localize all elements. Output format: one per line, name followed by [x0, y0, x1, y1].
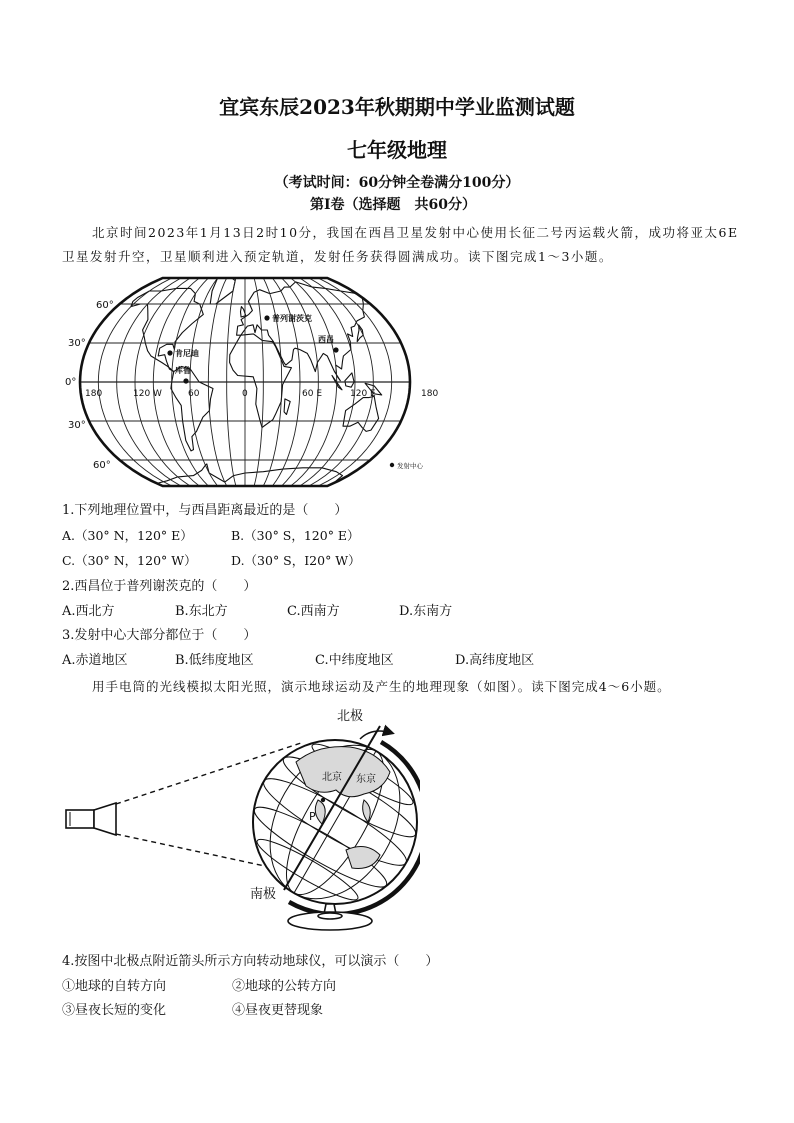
question-2-stem: 2.西昌位于普列谢茨克的（ ） [62, 579, 257, 594]
globe-label-tokyo: 东京 [356, 774, 376, 785]
site-label-plesetsk: 普列谢茨克 [272, 314, 312, 323]
question-4-stem: 4.按图中北极点附近箭头所示方向转动地球仪，可以演示（ ） [62, 954, 439, 969]
site-label-kourou: 库鲁 [175, 366, 191, 375]
lat-label-30n: 30° [68, 338, 86, 349]
question-4-option-2: ②地球的公转方向 [232, 979, 337, 994]
globe-label-p: P [309, 810, 316, 823]
question-1-option-b: B.（30° S，120° E） [231, 528, 360, 543]
question-1-stem: 1.下列地理位置中，与西昌距离最近的是（ ） [62, 503, 348, 518]
south-pole-label: 南极 [250, 887, 277, 902]
world-map-figure [60, 270, 450, 492]
continent-north-america [131, 288, 203, 371]
site-dot-plesetsk [264, 315, 269, 320]
question-4-option-1: ①地球的自转方向 [62, 979, 167, 994]
globe-figure [60, 700, 420, 945]
lat-label-0: 0° [65, 377, 77, 388]
subject-title: 七年级地理 [347, 138, 447, 162]
lat-label-30s: 30° [68, 420, 86, 431]
exam-info: （考试时间：60分钟全卷满分100分） [274, 175, 520, 191]
question-3-option-b: B.低纬度地区 [175, 653, 254, 668]
lat-label-60s: 60° [93, 460, 111, 471]
lat-label-60n: 60° [96, 300, 114, 311]
lon-label-60w: 60 [188, 389, 200, 399]
question-2-option-a: A.西北方 [62, 604, 115, 619]
globe-label-beijing: 北京 [322, 772, 342, 783]
intro-paragraph-2: 用手电筒的光线模拟太阳光照，演示地球运动及产生的地理现象（如图）。读下图完成4～6小题。 [92, 679, 671, 694]
intro-paragraph-line: 卫星发射升空，卫星顺利进入预定轨道，发射任务获得圆满成功。读下图完成1～3小题。 [62, 249, 613, 264]
question-1-option-a: A.（30° N，120° E） [62, 528, 193, 543]
question-1-option-c: C.（30° N，120° W） [62, 553, 197, 568]
globe-point-dot [321, 798, 325, 802]
exam-title: 宜宾东辰2023年秋期期中学业监测试题 [219, 95, 575, 119]
section-heading: 第Ⅰ卷（选择题 共60分） [309, 197, 477, 213]
legend-dot [390, 463, 394, 467]
site-dot-kourou [183, 378, 188, 383]
lon-label-120w: 120 W [133, 389, 162, 399]
question-2-option-c: C.西南方 [287, 604, 340, 619]
lon-label-180e: 180 [421, 389, 439, 399]
question-3-option-c: C.中纬度地区 [315, 653, 394, 668]
continent-australia [343, 396, 379, 431]
lon-label-120e: 120 E [350, 389, 376, 399]
lon-label-180w: 180 [85, 389, 103, 399]
question-3-stem: 3.发射中心大部分都位于（ ） [62, 628, 257, 643]
question-2-option-d: D.东南方 [399, 604, 453, 619]
question-1-option-d: D.（30° S，I20° W） [231, 553, 361, 568]
continent-south-america [171, 366, 213, 451]
intro-paragraph-line: 北京时间2023年1月13日2时10分，我国在西昌卫星发射中心使用长征二号丙运载火箭，成功将亚太6E [92, 225, 739, 240]
site-label-kennedy: 肯尼迪 [175, 349, 199, 358]
map-interior [80, 275, 410, 488]
north-pole-label: 北极 [337, 709, 364, 724]
continent-madagascar [284, 399, 290, 415]
question-2-option-b: B.东北方 [175, 604, 228, 619]
site-label-xichang: 西昌 [318, 335, 334, 344]
question-3-option-d: D.高纬度地区 [455, 653, 535, 668]
legend-label: 发射中心 [397, 462, 423, 470]
site-dot-xichang [333, 347, 338, 352]
site-dot-kennedy [167, 350, 172, 355]
question-4-option-4: ④昼夜更替现象 [232, 1003, 324, 1018]
lon-label-0: 0 [242, 389, 248, 399]
question-3-option-a: A.赤道地区 [62, 653, 128, 668]
continent-borneo [345, 373, 354, 387]
flashlight [66, 803, 116, 835]
question-4-option-3: ③昼夜长短的变化 [62, 1003, 167, 1018]
lon-label-60e: 60 E [302, 389, 322, 399]
